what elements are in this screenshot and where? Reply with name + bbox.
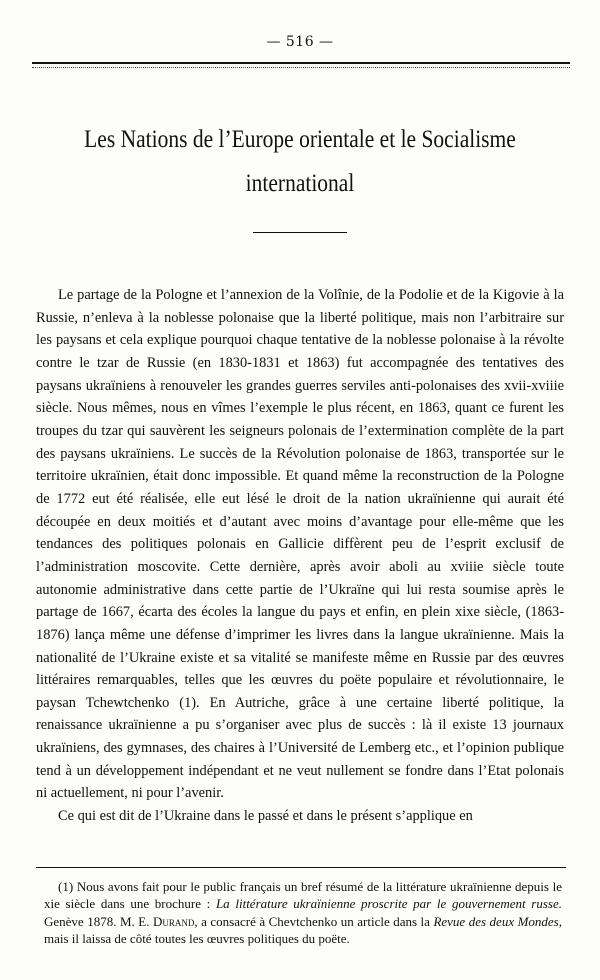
footnote-text-4: , mais il laissa de côté toutes les œuvres politiques du poëte. <box>44 913 562 947</box>
page-number: — 516 — <box>266 34 334 50</box>
footnote-book-title: La littérature ukraïnienne proscrite par le gouvernement russe. <box>215 896 562 912</box>
footnote-paragraph <box>44 878 562 948</box>
body-paragraph-2: Ce qui est dit de l’Ukraine dans le passé et dans le présent s’applique en <box>58 808 473 825</box>
footnote-journal: Revue des deux Mondes <box>433 913 559 929</box>
footnote-text-1: (1) Nous avons fait pour le public français un bref résumé de la littérature ukraïnienne depuis le xie siècle dans une brochure : <box>44 879 562 912</box>
footnote-text-2: Genève 1878. M. E. <box>44 913 153 929</box>
article-title-line-1: Les Nations de l’Europe orientale et le Socialisme <box>84 126 516 153</box>
footnote-author: Durand <box>152 913 195 929</box>
footnote-separator <box>36 867 566 868</box>
footnote-text-3: , a consacré à Chevtchenko un article dans la <box>194 913 434 929</box>
title-separator <box>253 232 347 233</box>
header-dotted-rule <box>32 67 570 68</box>
body-paragraph-1: Le partage de la Pologne et l’annexion de la Volînie, de la Podolie et de la Kigovie à la Russie, n’enleva à la noblesse polonaise que la liberté politique, mais non l’arbitraire sur les paysans et cela explique pourquoi chaque tentative de la noblesse polonaise à la révolte contre le tzar de Russie (en 1830-1831 et 1863) fut accompagnée des tentatives des paysans ukraïniens à renouveler les grandes guerres serviles anti-polonaises des xvii-xviiie siècle. Nous mêmes, nous en vîmes l’exemple le plus récent, en 1863, quant ce furent les troupes du tzar qui sauvèrent les seigneurs polonais de l’extermination complète de la part des paysans ukraïniens. Le succès de la Révolution polonaise de 1863, transportée sur le territoire ukraïnien, était donc impossible. Et quand même la reconstruction de la Pologne de 1772 eut été réalisée, elle eut lésé le droit de la nation ukraïnienne qui aurait été découpée en deux moitiés et d’autant avec moins d’avantage pour elle-même que les tendances des politiques polonais en Gallicie diffèrent peu de l’esprit exclusif de l’administration moscovite. Cette dernière, après avoir aboli au xviiie siècle toute autonomie administrative dans cette partie de l’Ukraïne qui lui resta soumise après le partage de 1667, écarta des écoles la langue du pays et enfin, en plein xixe siècle, (1863-1876) lança même une défense d’imprimer les livres dans la langue ukraïnienne. Mais la nationalité de l’Ukraine existe et sa vitalité se manifeste même en Russie par des œuvres littéraires remarquables, telles que les œuvres du poëte populaire et révolutionnaire, le paysan Tchewtchenko (1). En Autriche, grâce à une certaine liberté politique, la renaissance ukraïnienne a pu s’organiser avec plus de succès : là il existe 13 journaux ukraïniens, des gymnases, des chaires à l’Université de Lemberg etc., et l’opinion publique tend à un développement indépendant et ne veut nullement se fondre dans l’Etat polonais ni actuellement, ni pour l’avenir. <box>36 287 564 802</box>
article-title <box>76 118 523 206</box>
header-rule <box>32 62 570 64</box>
footnote <box>44 878 562 948</box>
article-title-line-2: international <box>245 170 355 197</box>
body-text <box>36 284 564 828</box>
